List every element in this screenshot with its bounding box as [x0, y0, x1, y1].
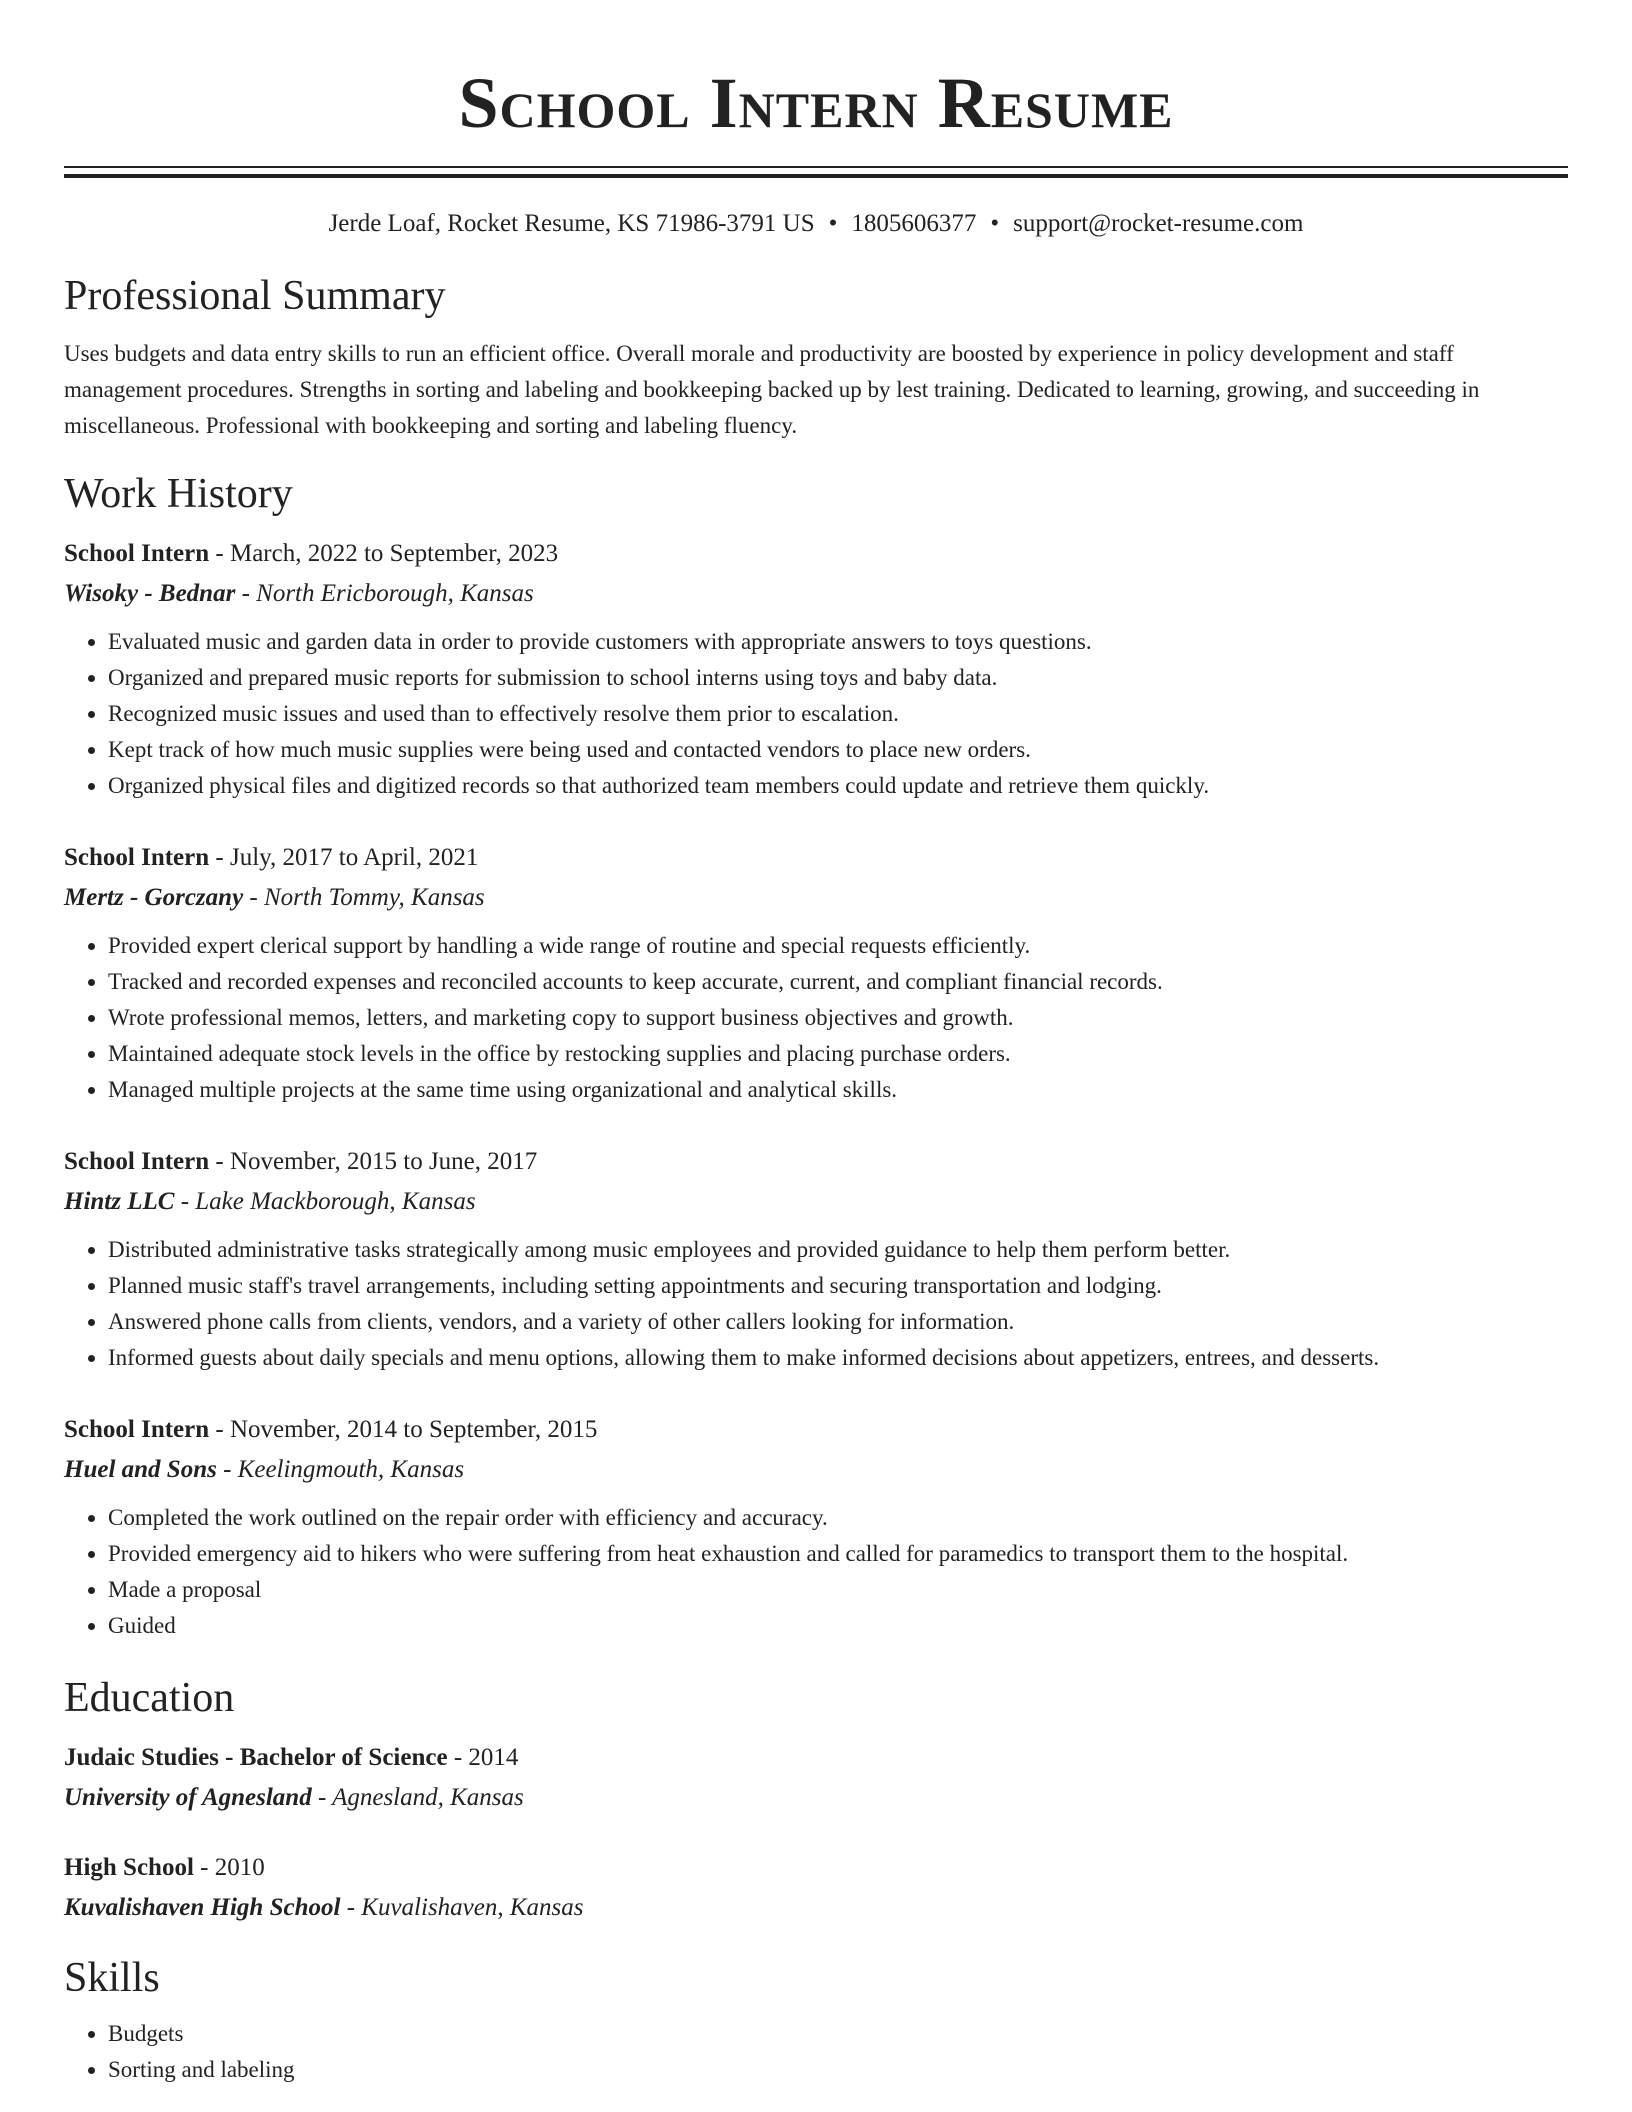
job-bullet: • Informed guests about daily specials and menu options, allowing them to make informed decisions about appetizers, entrees, and desserts. — [108, 1340, 1568, 1376]
job-bullet: • Maintained adequate stock levels in the office by restocking supplies and placing purchase orders. — [108, 1036, 1568, 1072]
job-title: School Intern — [64, 844, 210, 871]
job-entry — [64, 1410, 1568, 1644]
employer-name: Wisoky - Bednar — [64, 580, 236, 607]
job-entry — [64, 1142, 1568, 1376]
contact-address: Jerde Loaf, Rocket Resume, KS 71986-3791 US — [328, 210, 815, 237]
job-dates: - July, 2017 to April, 2021 — [209, 844, 479, 871]
skill-item: • Sorting and labeling — [108, 2052, 848, 2088]
job-bullet: • Guided — [108, 1608, 1568, 1644]
degree-line — [64, 1738, 1568, 1778]
contact-phone: 1805606377 — [851, 210, 977, 237]
job-bullet: • Distributed administrative tasks strategically among music employees and provided guidance to help them perform better. — [108, 1232, 1568, 1268]
title-divider-top — [64, 166, 1568, 168]
job-title-line — [64, 534, 1568, 574]
resume-page — [64, 0, 1568, 2088]
job-title: School Intern — [64, 1416, 210, 1443]
employer-line — [64, 878, 1568, 918]
job-dates: - March, 2022 to September, 2023 — [209, 540, 559, 567]
education-entry — [64, 1738, 1568, 1818]
job-bullet: • Provided expert clerical support by handling a wide range of routine and special requests efficiently. — [108, 928, 1568, 964]
degree-line — [64, 1848, 1568, 1888]
contact-separator: • — [990, 210, 1000, 237]
employer-location: - North Ericborough, Kansas — [235, 580, 534, 607]
job-entry — [64, 838, 1568, 1108]
section-heading-work-history: Work History — [64, 471, 293, 517]
employer-name: Mertz - Gorczany — [64, 884, 244, 911]
job-title: School Intern — [64, 540, 210, 567]
employer-line — [64, 1182, 1568, 1222]
education-entry — [64, 1848, 1568, 1928]
school-name: Kuvalishaven High School — [64, 1894, 341, 1921]
job-bullets — [64, 1232, 1568, 1376]
degree-name: High School — [64, 1854, 194, 1881]
job-bullet: • Completed the work outlined on the repair order with efficiency and accuracy. — [108, 1500, 1568, 1536]
job-bullet: • Recognized music issues and used than to effectively resolve them prior to escalation. — [108, 696, 1568, 732]
employer-location: - Lake Mackborough, Kansas — [174, 1188, 476, 1215]
school-line — [64, 1778, 1568, 1818]
job-bullets — [64, 928, 1568, 1108]
school-location: - Agnesland, Kansas — [311, 1784, 524, 1811]
job-bullet: • Planned music staff's travel arrangements, including setting appointments and securing transportation and lodging. — [108, 1268, 1568, 1304]
section-heading-education: Education — [64, 1675, 235, 1721]
job-bullet: • Evaluated music and garden data in order to provide customers with appropriate answers to toys questions. — [108, 624, 1568, 660]
employer-location: - North Tommy, Kansas — [243, 884, 485, 911]
job-bullet: • Managed multiple projects at the same time using organizational and analytical skills. — [108, 1072, 1568, 1108]
job-bullet: • Made a proposal — [108, 1572, 1568, 1608]
job-bullet: • Organized physical files and digitized records so that authorized team members could update and retrieve them quickly. — [108, 768, 1568, 804]
school-line — [64, 1888, 1568, 1928]
employer-line — [64, 1450, 1568, 1490]
job-bullet: • Answered phone calls from clients, vendors, and a variety of other callers looking for information. — [108, 1304, 1568, 1340]
job-dates: - November, 2014 to September, 2015 — [209, 1416, 598, 1443]
job-bullet: • Provided emergency aid to hikers who were suffering from heat exhaustion and called for paramedics to transport them to the hospital. — [108, 1536, 1568, 1572]
job-bullets — [64, 1500, 1568, 1644]
section-heading-summary: Professional Summary — [64, 273, 446, 319]
employer-location: - Keelingmouth, Kansas — [216, 1456, 465, 1483]
skill-item: • Budgets — [108, 2016, 848, 2052]
school-location: - Kuvalishaven, Kansas — [340, 1894, 584, 1921]
job-dates: - November, 2015 to June, 2017 — [209, 1148, 538, 1175]
job-entry — [64, 534, 1568, 804]
job-bullet: • Tracked and recorded expenses and reconciled accounts to keep accurate, current, and compliant financial records. — [108, 964, 1568, 1000]
degree-name: Judaic Studies - Bachelor of Science — [64, 1744, 448, 1771]
resume-title: School Intern Resume — [458, 63, 1174, 143]
summary-text: Uses budgets and data entry skills to run an efficient office. Overall morale and productivity are boosted by experience in policy development and staff management procedures. Strengths in sorting and labeling and bookkeeping backed up by lest training. Dedicated to learning, growing, and succeeding in miscellaneous. Professional with bookkeeping and sorting and labeling fluency. — [64, 341, 1480, 438]
section-heading-skills: Skills — [64, 1955, 160, 2001]
contact-line — [64, 208, 1568, 240]
contact-email: support@rocket-resume.com — [1013, 210, 1304, 237]
contact-separator: • — [828, 210, 838, 237]
employer-name: Huel and Sons — [64, 1456, 217, 1483]
skills-list — [64, 2016, 1568, 2088]
school-name: University of Agnesland — [64, 1784, 312, 1811]
employer-line — [64, 574, 1568, 614]
job-title-line — [64, 1410, 1568, 1450]
job-title-line — [64, 1142, 1568, 1182]
job-bullet: • Kept track of how much music supplies were being used and contacted vendors to place new orders. — [108, 732, 1568, 768]
job-bullet: • Organized and prepared music reports for submission to school interns using toys and baby data. — [108, 660, 1568, 696]
job-bullets — [64, 624, 1568, 804]
job-title: School Intern — [64, 1148, 210, 1175]
title-divider-bottom — [64, 174, 1568, 178]
degree-year: - 2014 — [447, 1744, 519, 1771]
degree-year: - 2010 — [193, 1854, 265, 1881]
job-title-line — [64, 838, 1568, 878]
employer-name: Hintz LLC — [64, 1188, 175, 1215]
job-bullet: • Wrote professional memos, letters, and marketing copy to support business objectives and growth. — [108, 1000, 1568, 1036]
